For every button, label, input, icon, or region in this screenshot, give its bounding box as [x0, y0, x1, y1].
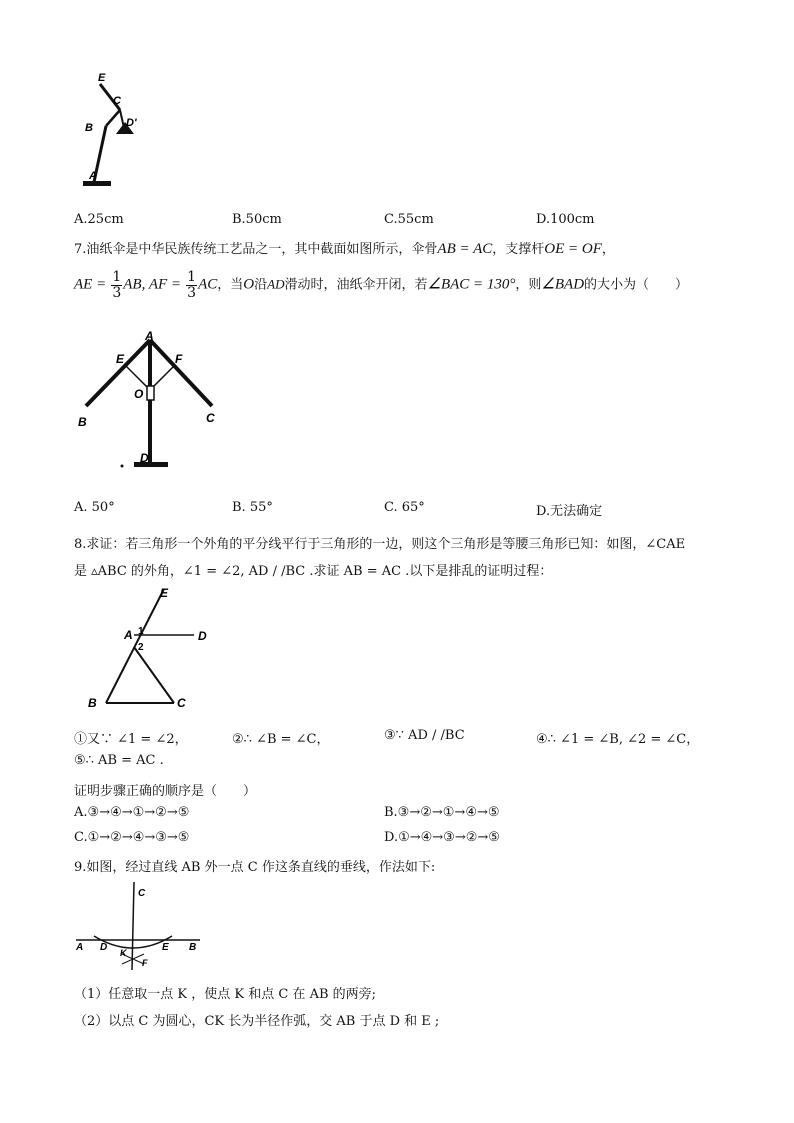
q9-figure	[72, 880, 212, 975]
q8-label-b: B	[88, 696, 97, 710]
q7-ad: AD	[267, 276, 285, 292]
q7-label-d: D	[140, 451, 149, 465]
q7-text-end: ，	[601, 242, 615, 257]
q7-label-c: C	[206, 411, 215, 425]
q9-label-c: C	[138, 888, 146, 899]
q6-option-b: B.50cm	[232, 212, 282, 227]
q7-text1: 油纸伞是中华民族传统工艺品之一，其中截面如图所示，伞骨	[86, 242, 438, 257]
q9-step-1: （1）任意取一点 K ，使点 K 和点 C 在 AB 的两旁;	[74, 987, 377, 1002]
q8-option-b: B.③→②→①→④→⑤	[384, 805, 500, 820]
q8-option-c: C.①→②→④→③→⑤	[74, 830, 190, 845]
q6-option-d: D.100cm	[536, 212, 595, 227]
q7-angle-bad: ∠BAD	[541, 276, 585, 293]
q7-frac-den-1: 3	[112, 284, 122, 301]
q8-label-e: E	[160, 586, 169, 600]
q8-option-a: A.③→④→①→②→⑤	[74, 805, 190, 820]
q7-option-a: A. 50°	[74, 500, 115, 515]
q8-step-2: ②∴ ∠B = ∠C，	[232, 732, 330, 747]
q9-label-k: K	[120, 948, 127, 958]
q6-option-c: C.55cm	[384, 212, 434, 227]
q8-figure	[82, 583, 222, 713]
q6-label-e: E	[98, 72, 106, 84]
q6-label-c: C	[113, 95, 121, 107]
q8-question: 证明步骤正确的顺序是（ ）	[74, 784, 257, 799]
q7-number: 7.	[74, 242, 87, 257]
q7-label-a: A	[145, 329, 154, 343]
q7-option-c: C. 65°	[384, 500, 425, 515]
q7-text6: ，则	[515, 277, 542, 293]
q8-label-2: 2	[138, 642, 144, 653]
q9-line1: 9.如图，经过直线 AB 外一点 C 作这条直线的垂线，作法如下:	[74, 860, 436, 875]
q6-label-b: B	[85, 122, 93, 134]
q7-line1	[74, 238, 615, 258]
q8-label-c: C	[177, 696, 186, 710]
q8-step-3: ③∵ AD / /BC	[384, 728, 465, 743]
q6-label-d: D'	[126, 117, 137, 129]
q7-text7: 的大小为（ ）	[584, 277, 689, 293]
q6-option-a: A.25cm	[74, 212, 124, 227]
q7-label-f: F	[175, 352, 183, 366]
q7-label-b: B	[78, 415, 87, 429]
q8-line2: 是 ▵ABC 的外角，∠1 = ∠2, AD / /BC .求证 AB = AC .以下是排乱的证明过程：	[74, 564, 553, 579]
q7-label-o: O	[134, 387, 144, 401]
q6-label-a: A	[89, 170, 97, 182]
q7-frac-num-2: 1	[187, 269, 197, 285]
q9-label-a: A	[76, 942, 84, 953]
q9-label-f: F	[142, 958, 148, 968]
q7-frac-den-2: 3	[187, 284, 197, 301]
q8-line1: 8.求证：若三角形一个外角的平分线平行于三角形的一边，则这个三角形是等腰三角形已知：如图，∠CAE	[74, 537, 686, 552]
q6-figure	[78, 70, 158, 195]
q7-figure	[72, 328, 232, 478]
q9-label-b: B	[189, 942, 197, 953]
q9-step-2: （2）以点 C 为圆心，CK 长为半径作弧，交 AB 于点 D 和 E ;	[74, 1014, 440, 1029]
q8-step-5: ⑤∴ AB = AC .	[74, 753, 164, 768]
q7-option-d: D.无法确定	[536, 504, 603, 519]
q7-line2	[74, 270, 688, 300]
q8-step-4: ④∴ ∠1 = ∠B, ∠2 = ∠C，	[536, 732, 700, 747]
q7-ab-ac: AB = AC	[437, 241, 493, 257]
q8-label-1: 1	[138, 626, 144, 637]
q7-fraction-1	[111, 270, 122, 300]
q7-ac: AC	[198, 276, 218, 293]
q7-label-e: E	[116, 352, 125, 366]
q7-option-b: B. 55°	[232, 500, 273, 515]
q9-label-d: D	[100, 942, 108, 953]
q9-label-e: E	[162, 942, 169, 953]
q7-ab-af: AB, AF =	[123, 276, 182, 293]
q7-fraction-2	[186, 270, 197, 300]
q8-option-d: D.①→④→③→②→⑤	[384, 830, 500, 845]
q7-ae: AE =	[74, 276, 107, 293]
q8-step-1: ①又∵ ∠1 = ∠2，	[74, 732, 188, 747]
q7-text2: ，支撑杆	[492, 242, 545, 257]
q8-label-d: D	[198, 629, 207, 643]
q7-text4: 沿	[254, 277, 268, 293]
q7-text5: 滑动时，油纸伞开闭，若	[284, 277, 428, 293]
q7-frac-num-1: 1	[112, 269, 122, 285]
q7-text3: ，当	[217, 277, 244, 293]
q7-o: O	[243, 276, 255, 293]
q7-oe-of: OE = OF	[544, 241, 602, 257]
q8-label-a: A	[124, 628, 133, 642]
q7-angle-bac: ∠BAC = 130°	[427, 276, 516, 293]
